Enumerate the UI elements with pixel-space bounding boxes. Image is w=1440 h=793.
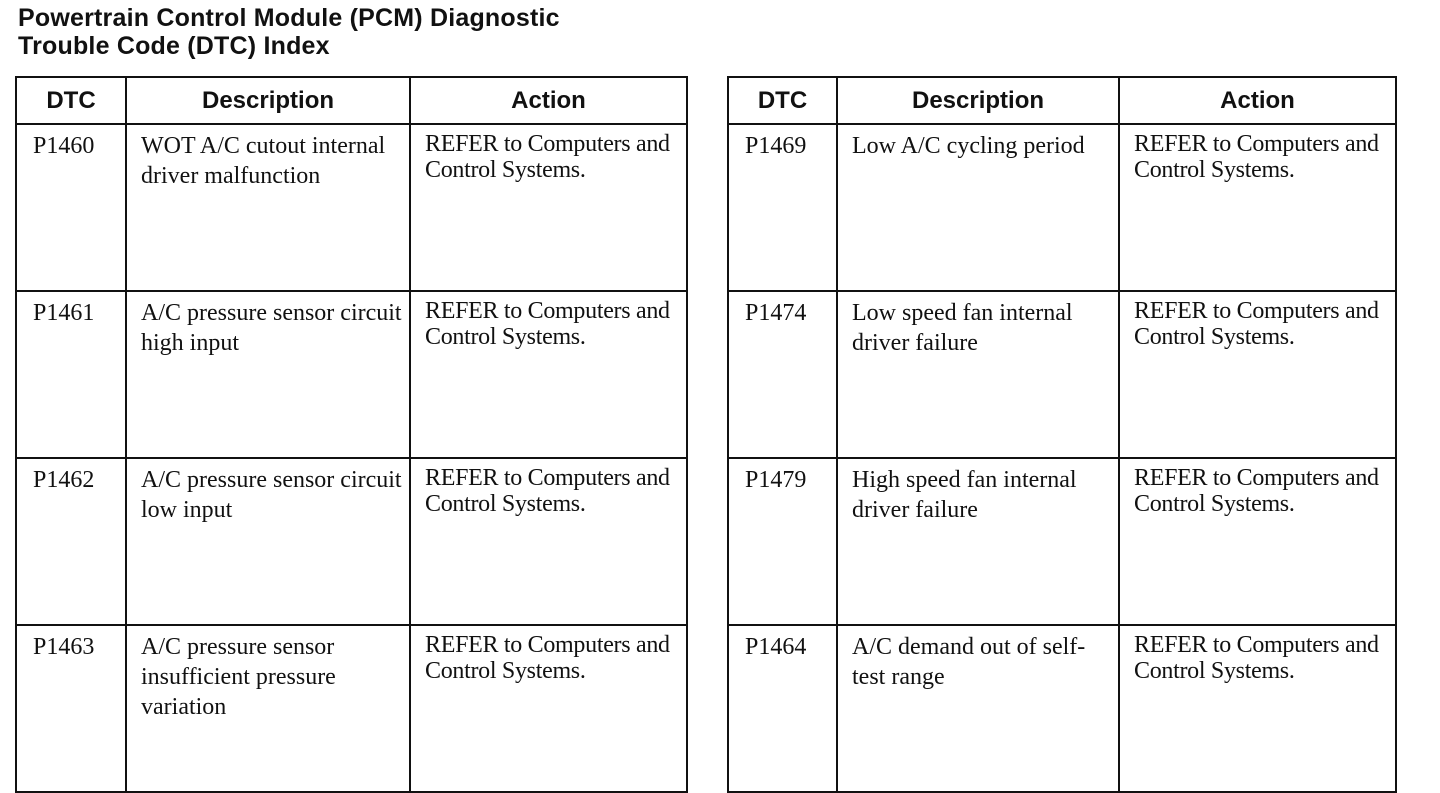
table-row xyxy=(16,458,687,625)
table-row xyxy=(728,458,1396,625)
dtc-code-cell: P1469 xyxy=(728,124,837,291)
description-cell: A/C demand out of self-test range xyxy=(837,625,1119,792)
table-row xyxy=(16,625,687,792)
description-cell: Low speed fan internal driver failure xyxy=(837,291,1119,458)
description-cell: A/C pressure sensor insufficient pressure variation xyxy=(126,625,410,792)
description-cell: Low A/C cycling period xyxy=(837,124,1119,291)
action-cell: REFER to Computers and Control Systems. xyxy=(1119,625,1396,792)
dtc-code-cell: P1461 xyxy=(16,291,126,458)
page-title-line-2: Trouble Code (DTC) Index xyxy=(18,32,330,60)
action-cell: REFER to Computers and Control Systems. xyxy=(1119,124,1396,291)
table-row xyxy=(16,124,687,291)
action-cell: REFER to Computers and Control Systems. xyxy=(410,124,687,291)
table-row xyxy=(16,291,687,458)
table-row xyxy=(728,124,1396,291)
dtc-code-cell: P1462 xyxy=(16,458,126,625)
column-header-dtc: DTC xyxy=(728,77,837,124)
table-header-row xyxy=(16,77,687,124)
dtc-code-cell: P1479 xyxy=(728,458,837,625)
dtc-table-right xyxy=(727,76,1397,793)
dtc-code-cell: P1464 xyxy=(728,625,837,792)
action-cell: REFER to Computers and Control Systems. xyxy=(410,458,687,625)
description-cell: A/C pressure sensor circuit low input xyxy=(126,458,410,625)
action-cell: REFER to Computers and Control Systems. xyxy=(410,291,687,458)
column-header-action: Action xyxy=(1119,77,1396,124)
table-header-row xyxy=(728,77,1396,124)
dtc-table-left xyxy=(15,76,688,793)
column-header-description: Description xyxy=(126,77,410,124)
action-cell: REFER to Computers and Control Systems. xyxy=(410,625,687,792)
column-header-description: Description xyxy=(837,77,1119,124)
column-header-dtc: DTC xyxy=(16,77,126,124)
table-row xyxy=(728,291,1396,458)
action-cell: REFER to Computers and Control Systems. xyxy=(1119,291,1396,458)
dtc-code-cell: P1463 xyxy=(16,625,126,792)
description-cell: WOT A/C cutout internal driver malfunction xyxy=(126,124,410,291)
page-title xyxy=(18,4,560,60)
description-cell: High speed fan internal driver failure xyxy=(837,458,1119,625)
action-cell: REFER to Computers and Control Systems. xyxy=(1119,458,1396,625)
column-header-action: Action xyxy=(410,77,687,124)
page-title-line-1: Powertrain Control Module (PCM) Diagnostic xyxy=(18,4,560,32)
dtc-code-cell: P1460 xyxy=(16,124,126,291)
table-row xyxy=(728,625,1396,792)
dtc-code-cell: P1474 xyxy=(728,291,837,458)
description-cell: A/C pressure sensor circuit high input xyxy=(126,291,410,458)
